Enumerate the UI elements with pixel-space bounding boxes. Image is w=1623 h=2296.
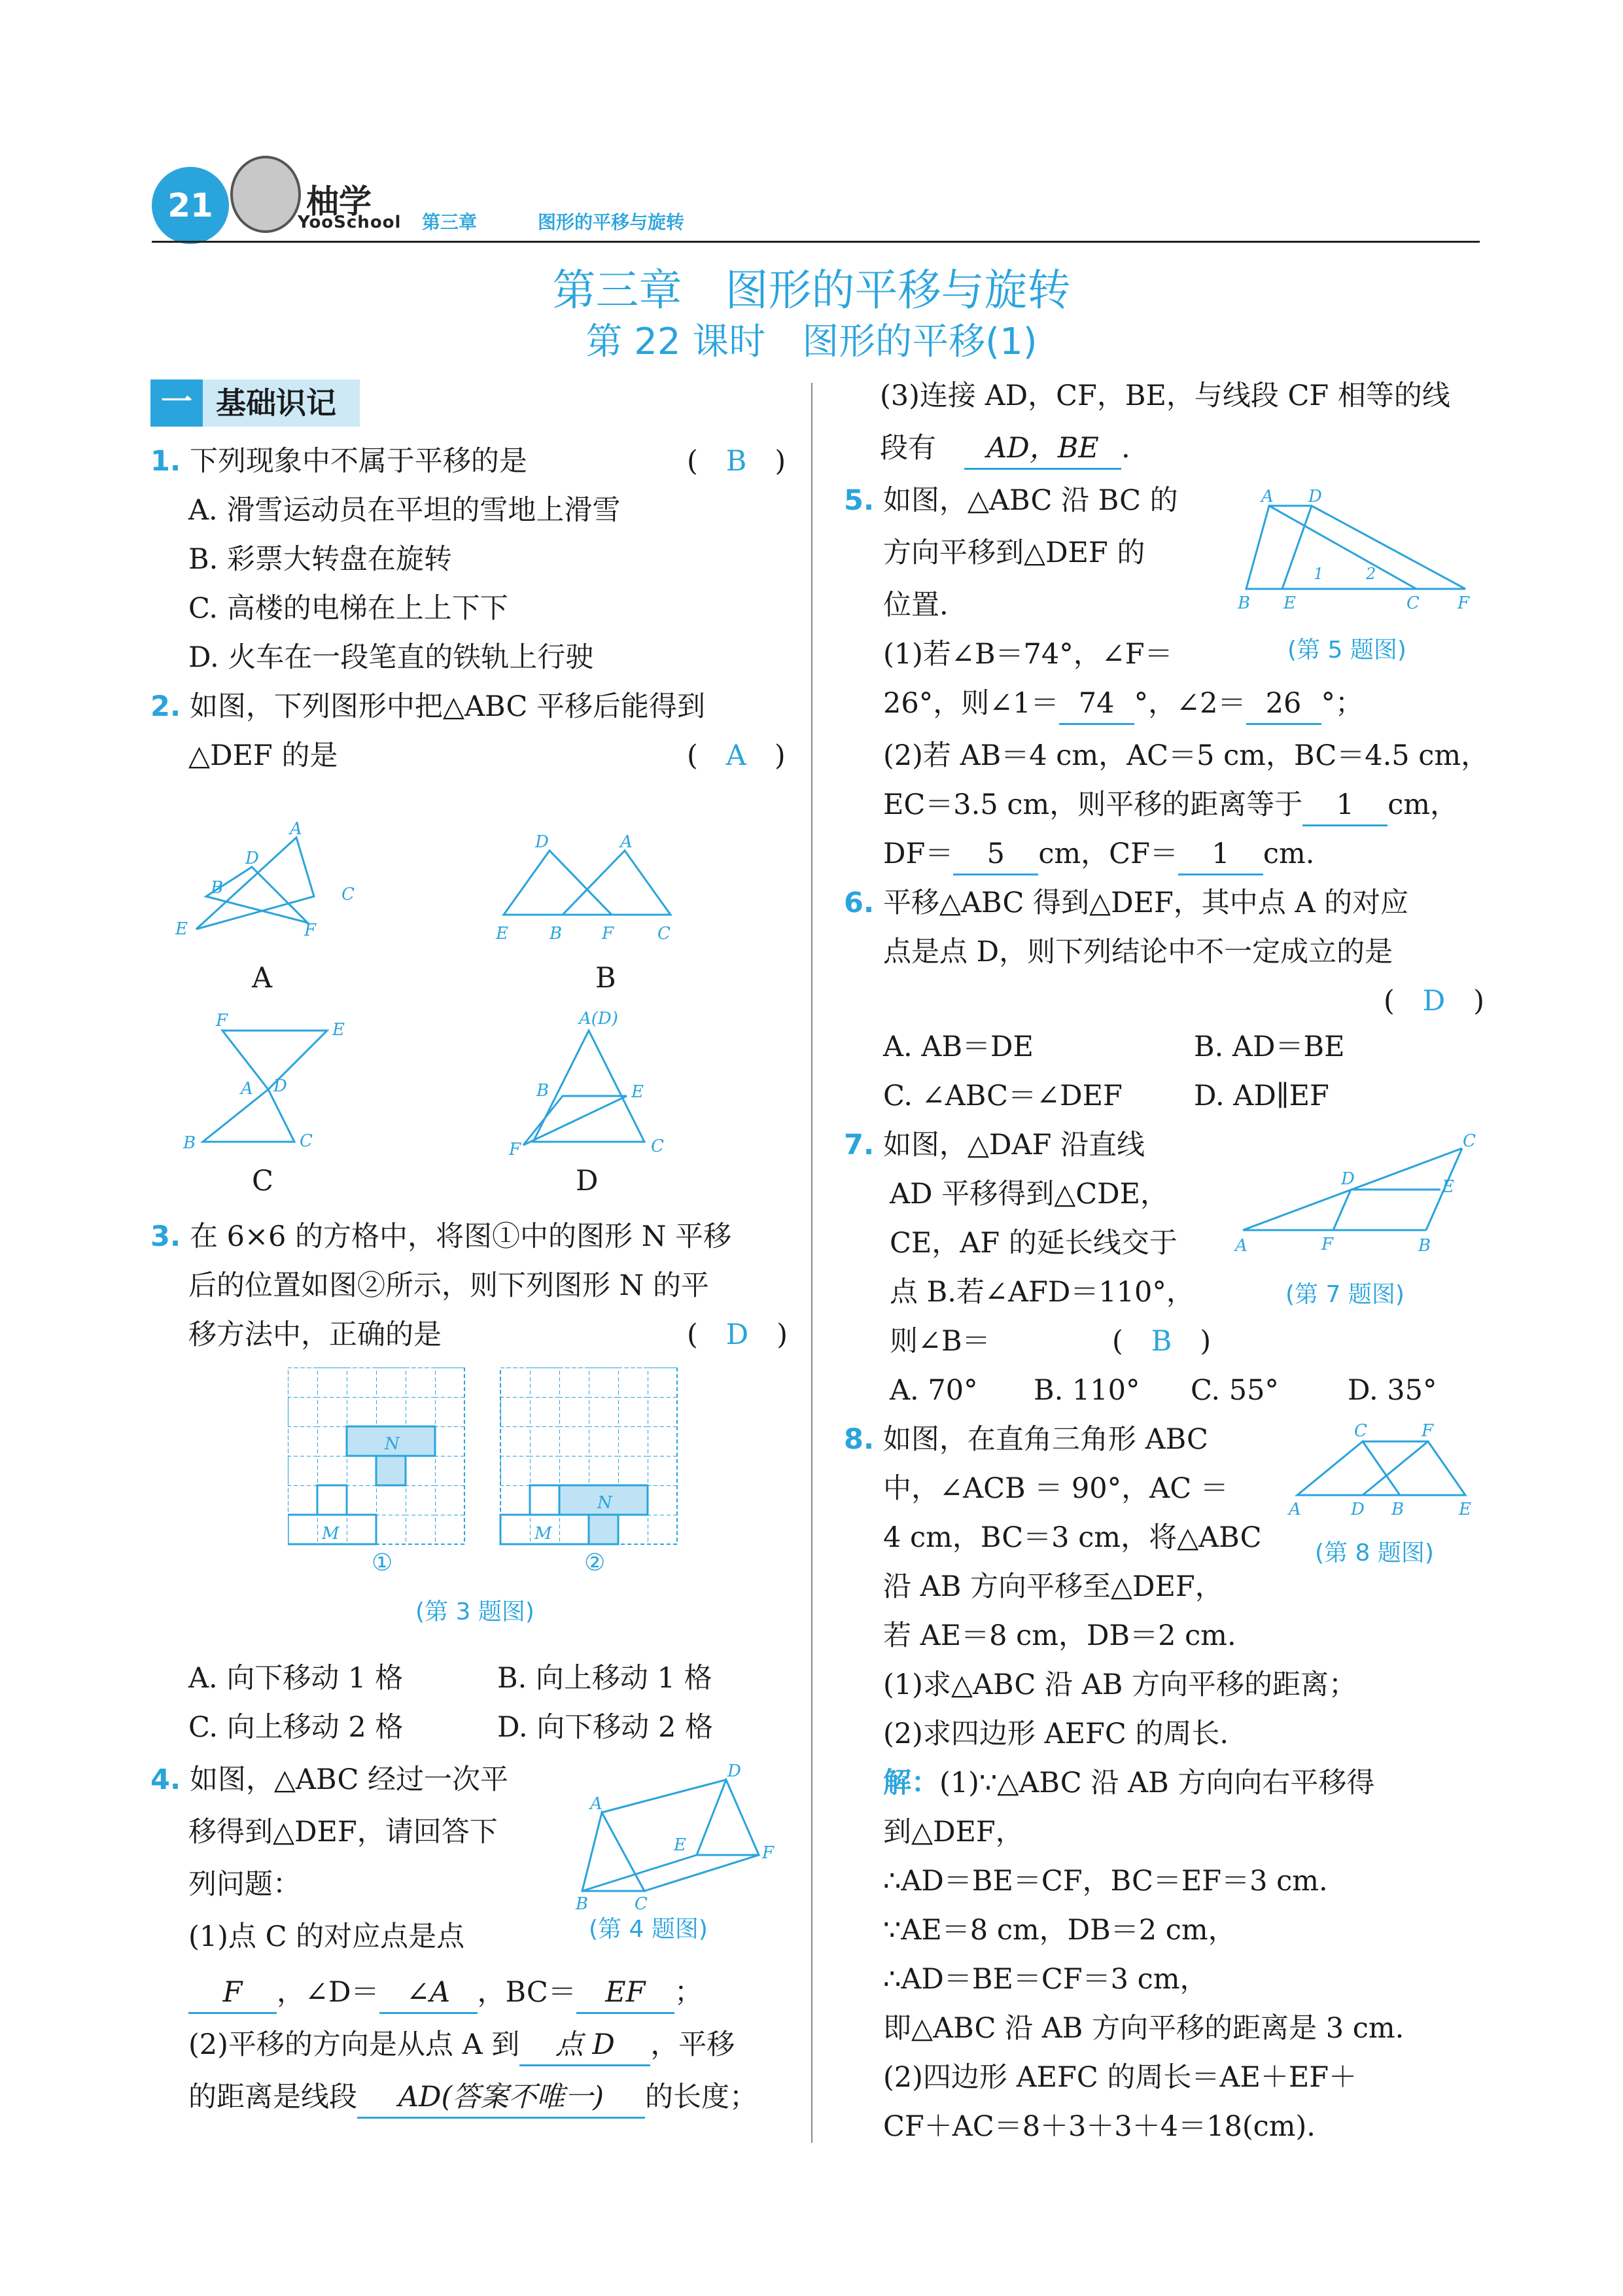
svg-text:A: A <box>1261 487 1274 506</box>
solution-text: (1)∵△ABC 沿 AB 方向向右平移得 <box>939 1767 1375 1799</box>
q-text: EC＝3.5 cm，则平移的距离等于 <box>883 788 1303 821</box>
svg-text:D: D <box>1308 487 1322 506</box>
q-text: (1)若∠B＝74°，∠F＝ <box>883 638 1173 671</box>
q-text: 如图，下列图形中把△ABC 平移后能得到 <box>189 690 706 723</box>
q-text: 在 6×6 的方格中，将图①中的图形 N 平移 <box>189 1220 731 1253</box>
svg-text:E: E <box>332 1020 345 1040</box>
option: B. 向上移动 1 格 <box>497 1662 712 1695</box>
svg-text:2: 2 <box>1366 565 1376 583</box>
q-text: . <box>1121 432 1130 465</box>
svg-text:B: B <box>1418 1236 1431 1256</box>
answer-value: D <box>1422 985 1446 1017</box>
question-7 <box>844 1125 1145 1165</box>
q-text: 方向平移到△DEF 的 <box>883 537 1145 569</box>
option: A. AB＝DE <box>883 1031 1034 1063</box>
q-number: 6. <box>844 887 875 919</box>
option: A. 滑雪运动员在平坦的雪地上滑雪 <box>188 494 621 527</box>
option: D. 向下移动 2 格 <box>497 1711 713 1744</box>
svg-text:D: D <box>727 1761 741 1781</box>
svg-text:E: E <box>631 1082 644 1102</box>
answer-value: D <box>725 1318 749 1351</box>
svg-text:E: E <box>1283 593 1296 612</box>
svg-text:F: F <box>216 1011 228 1031</box>
svg-text:F: F <box>304 921 317 940</box>
option-label: B <box>595 962 616 995</box>
option: B. 彩票大转盘在旋转 <box>188 543 452 576</box>
answer-blank: AD，BE <box>964 429 1121 470</box>
svg-text:B: B <box>536 1081 550 1101</box>
q-text: 中，∠ACB ＝ 90°，AC ＝ <box>883 1472 1229 1505</box>
svg-text:B: B <box>1391 1500 1405 1519</box>
q-text: 的距离是线段 <box>188 2081 357 2113</box>
figure-caption: (第 3 题图) <box>415 1598 534 1625</box>
question-1 <box>150 442 527 481</box>
q-number: 2. <box>150 690 181 723</box>
q-text: 段有 <box>880 432 936 465</box>
page-title: 第三章 图形的平移与旋转 <box>552 265 1071 315</box>
svg-text:F: F <box>1422 1421 1434 1441</box>
q-text: 下列现象中不属于平移的是 <box>189 445 527 478</box>
answer-value: A <box>725 739 746 772</box>
q5-figure <box>1230 481 1478 612</box>
svg-text:C: C <box>651 1137 664 1156</box>
q-text: cm，CF＝ <box>1038 838 1178 870</box>
q-text: 列问题： <box>188 1868 301 1901</box>
page-number: 21 <box>152 167 229 244</box>
svg-text:D: D <box>245 849 259 868</box>
q4-part3b <box>880 429 1130 470</box>
solution-text: ∵AE＝8 cm，DB＝2 cm， <box>883 1914 1236 1947</box>
q-text: 若 AE＝8 cm，DB＝2 cm. <box>883 1619 1236 1652</box>
question-6 <box>844 883 1408 923</box>
q-text: (1)求△ABC 沿 AB 方向平移的距离； <box>883 1669 1357 1701</box>
svg-text:C: C <box>1463 1131 1476 1151</box>
svg-text:D: D <box>535 832 549 852</box>
q-text: cm， <box>1387 788 1459 821</box>
q-number: 7. <box>844 1129 875 1161</box>
q-text: cm. <box>1263 838 1315 870</box>
answer-q6: ( D ) <box>1384 985 1485 1017</box>
q-text: 4 cm，BC＝3 cm，将△ABC <box>883 1521 1262 1554</box>
question-4 <box>150 1760 508 1799</box>
q-text: CE，AF 的延长线交于 <box>890 1227 1178 1260</box>
answer-blank: EF <box>576 1973 674 2014</box>
q-number: 4. <box>150 1763 181 1796</box>
mascot-icon <box>230 156 301 233</box>
figure-caption: (第 5 题图) <box>1287 637 1406 663</box>
solution-text: ∴AD＝BE＝CF＝3 cm， <box>883 1963 1208 1996</box>
q-text: 如图，△ABC 沿 BC 的 <box>882 484 1178 517</box>
answer-blank: F <box>188 1973 277 2014</box>
q-text: °，∠2＝ <box>1134 687 1246 720</box>
question-2 <box>150 687 705 726</box>
figure-caption: (第 7 题图) <box>1285 1281 1405 1308</box>
option: D. AD∥EF <box>1194 1080 1329 1112</box>
section-number: 一 <box>150 380 203 427</box>
svg-text:E: E <box>1442 1177 1454 1197</box>
question-5 <box>844 481 1178 520</box>
svg-text:C: C <box>1354 1421 1367 1441</box>
q5-part2b <box>883 834 1314 875</box>
svg-text:N: N <box>385 1434 400 1454</box>
q-text: (2)若 AB＝4 cm，AC＝5 cm，BC＝4.5 cm， <box>883 739 1490 772</box>
q-text: ，BC＝ <box>477 1976 576 2009</box>
q-text: 移方法中，正确的是 <box>188 1318 442 1351</box>
solution-text: 即△ABC 沿 AB 方向平移的距离是 3 cm. <box>883 2012 1405 2045</box>
svg-text:1: 1 <box>1314 565 1324 583</box>
answer-blank: 5 <box>953 834 1038 875</box>
section-label: 基础识记 <box>203 380 360 427</box>
q-text: △DEF 的是 <box>188 739 338 772</box>
q-text: 则∠B＝ <box>890 1325 990 1358</box>
svg-text:C: C <box>300 1131 313 1151</box>
answer-blank: 1 <box>1302 785 1387 826</box>
q-text: AD 平移得到△CDE， <box>890 1178 1169 1210</box>
svg-text:C: C <box>635 1894 648 1911</box>
q2-figure-a <box>170 811 379 968</box>
q-text: ，∠D＝ <box>277 1976 379 2009</box>
svg-text:A(D): A(D) <box>579 1009 618 1029</box>
q4-part3: (3)连接 AD，CF，BE，与线段 CF 相等的线 <box>880 380 1450 412</box>
option-label: A <box>252 962 273 995</box>
answer-q3: ( D ) <box>687 1318 788 1351</box>
q-text: ； <box>674 1976 703 2009</box>
option: C. 55° <box>1191 1374 1279 1407</box>
q4-part2b <box>188 2077 758 2119</box>
option-label: C <box>252 1165 273 1197</box>
answer-blank: 74 <box>1059 684 1134 725</box>
q-text: 如图，△DAF 沿直线 <box>882 1129 1145 1161</box>
option: B. AD＝BE <box>1194 1031 1345 1063</box>
answer-blank: 点 D <box>519 2025 650 2066</box>
q5-part2 <box>883 785 1458 826</box>
q-text: 位置. <box>883 589 949 622</box>
svg-text:D: D <box>1341 1169 1355 1189</box>
svg-text:E: E <box>175 919 188 939</box>
q8-figure <box>1285 1410 1482 1521</box>
q-text: 点是点 D，则下列结论中不一定成立的是 <box>883 936 1393 968</box>
lesson-title: 第 22 课时 图形的平移(1) <box>585 321 1038 363</box>
header-chapter: 第三章 <box>422 211 478 233</box>
svg-text:M: M <box>322 1524 340 1544</box>
solution-text: 到△DEF， <box>883 1816 1024 1848</box>
svg-text:B: B <box>1238 593 1251 612</box>
header-chapter-title: 图形的平移与旋转 <box>538 211 685 233</box>
q-text: 26°，则∠1＝ <box>883 687 1059 720</box>
svg-text:N: N <box>597 1493 612 1513</box>
svg-text:B: B <box>211 878 224 898</box>
q-text: 如图，△ABC 经过一次平 <box>189 1763 509 1796</box>
svg-text:F: F <box>1321 1235 1334 1254</box>
svg-text:M: M <box>534 1524 552 1544</box>
question-3 <box>150 1217 731 1256</box>
svg-text:A: A <box>241 1079 253 1099</box>
answer-value: B <box>1151 1325 1172 1358</box>
svg-text:F: F <box>509 1140 521 1159</box>
section-header <box>150 380 360 427</box>
svg-text:F: F <box>1457 593 1470 612</box>
q-text: 的长度； <box>645 2081 758 2113</box>
q5-part1 <box>883 684 1363 725</box>
svg-text:B: B <box>576 1894 589 1911</box>
q7-figure <box>1230 1125 1478 1256</box>
svg-text:C: C <box>1406 593 1420 612</box>
svg-text:C: C <box>657 924 671 944</box>
q-text: 平移△ABC 得到△DEF，其中点 A 的对应 <box>882 887 1409 919</box>
option: C. 高楼的电梯在上上下下 <box>188 592 508 625</box>
option: D. 火车在一段笔直的铁轨上行驶 <box>188 641 594 674</box>
svg-text:A: A <box>590 1794 602 1814</box>
svg-text:E: E <box>674 1835 686 1855</box>
svg-text:A: A <box>1235 1236 1248 1256</box>
answer-blank: ∠A <box>379 1973 478 2014</box>
q-text: (2)平移的方向是从点 A 到 <box>188 2028 520 2061</box>
q-text: DF＝ <box>883 838 954 870</box>
q-text: 点 B.若∠AFD＝110°， <box>890 1276 1195 1309</box>
q-number: 5. <box>844 484 875 517</box>
q4-part2 <box>188 2025 735 2066</box>
column-divider <box>811 383 812 2143</box>
solution-line <box>883 1763 1374 1803</box>
header-divider <box>152 241 1480 243</box>
q2-figure-d <box>497 1004 693 1165</box>
option: A. 70° <box>890 1374 978 1407</box>
answer-q2: ( A ) <box>687 739 786 772</box>
svg-text:D: D <box>273 1076 287 1096</box>
q-text: 沿 AB 方向平移至△DEF， <box>883 1570 1223 1603</box>
option: C. ∠ABC＝∠DEF <box>883 1080 1123 1112</box>
svg-text:A: A <box>290 819 302 839</box>
option-label: D <box>576 1165 599 1197</box>
svg-text:B: B <box>550 924 563 944</box>
svg-text:B: B <box>183 1133 196 1153</box>
svg-text:E: E <box>1459 1500 1471 1519</box>
q2-figure-c <box>177 1008 373 1165</box>
q-text: °； <box>1321 687 1363 720</box>
answer-value: B <box>725 445 747 478</box>
option: D. 35° <box>1348 1374 1437 1407</box>
answer-blank: 1 <box>1178 834 1263 875</box>
q2-figure-b <box>484 831 693 955</box>
answer-blank: AD(答案不唯一) <box>357 2077 645 2119</box>
q4-blanks <box>188 1973 703 2014</box>
q-text: (1)点 C 的对应点是点 <box>188 1920 465 1953</box>
figure-caption: (第 4 题图) <box>589 1916 708 1943</box>
brand-name: 柚学 <box>306 183 372 221</box>
solution-text: CF＋AC＝8＋3＋3＋4＝18(cm). <box>883 2110 1316 2143</box>
q4-figure <box>563 1760 785 1911</box>
option: C. 向上移动 2 格 <box>188 1711 404 1744</box>
question-8 <box>844 1420 1208 1459</box>
figure-caption: (第 8 题图) <box>1315 1540 1434 1566</box>
svg-text:D: D <box>1351 1500 1365 1519</box>
answer-q7: ( B ) <box>1112 1325 1212 1358</box>
svg-text:F: F <box>602 924 614 944</box>
solution-text: (2)四边形 AEFC 的周长＝AE＋EF＋ <box>883 2061 1357 2094</box>
q-text: (2)求四边形 AEFC 的周长. <box>883 1718 1229 1750</box>
q-text: 后的位置如图②所示，则下列图形 N 的平 <box>188 1269 709 1302</box>
svg-text:F: F <box>762 1843 775 1863</box>
q-text: 如图，在直角三角形 ABC <box>882 1423 1208 1456</box>
solution-label: 解： <box>883 1767 939 1799</box>
solution-text: ∴AD＝BE＝CF，BC＝EF＝3 cm. <box>883 1865 1328 1898</box>
svg-text:A: A <box>1289 1500 1301 1519</box>
q-text: ，平移 <box>650 2028 735 2061</box>
q-number: 3. <box>150 1220 181 1253</box>
q-number: 1. <box>150 445 181 478</box>
svg-text:A: A <box>620 832 633 852</box>
option: B. 110° <box>1034 1374 1140 1407</box>
grid-label: ① <box>372 1549 393 1576</box>
svg-text:C: C <box>341 885 355 904</box>
answer-q1: ( B ) <box>687 445 786 478</box>
option: A. 向下移动 1 格 <box>188 1662 404 1695</box>
grid-label: ② <box>584 1549 606 1576</box>
q7-line <box>890 1322 990 1361</box>
brand-subtitle: YooSchool <box>298 213 402 232</box>
q-number: 8. <box>844 1423 875 1456</box>
q-text: 移得到△DEF，请回答下 <box>188 1816 498 1848</box>
q3-grids <box>288 1368 680 1583</box>
svg-text:E: E <box>496 924 508 944</box>
answer-blank: 26 <box>1246 684 1321 725</box>
